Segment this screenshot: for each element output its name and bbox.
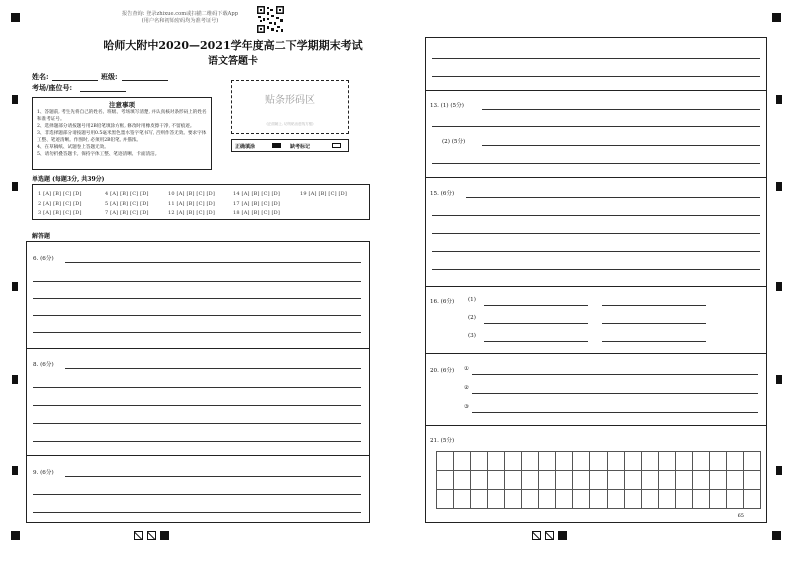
exam-title: 哈师大附中2020—2021学年度高二下学期期末考试 (103, 39, 363, 52)
answer-line[interactable] (484, 341, 588, 342)
mc-item[interactable]: 2 [A] [B] [C] [D] (38, 201, 82, 207)
answer-line[interactable] (432, 126, 760, 127)
q6-box (26, 241, 370, 349)
mc-item[interactable]: 19 [A] [B] [C] [D] (300, 191, 348, 197)
timing-mark (776, 95, 782, 104)
answer-line[interactable] (432, 163, 760, 164)
answer-line[interactable] (602, 323, 706, 324)
timing-mark (12, 95, 18, 104)
barcode-label: 贴条形码区 (265, 95, 315, 106)
notes-item: 1、答题前, 考生先将自己的姓名、班级、考场填写清楚, 并认真核对条形码上的姓名和准考证号。 (37, 110, 207, 122)
q9-box (26, 455, 370, 523)
mc-item[interactable]: 1 [A] [B] [C] [D] (38, 191, 82, 197)
answer-line[interactable] (482, 145, 760, 146)
timing-mark (12, 466, 18, 475)
mc-item[interactable]: 10 [A] [B] [C] [D] (168, 191, 216, 197)
timing-mark (12, 375, 18, 384)
q16-2-label: (2) (468, 315, 476, 321)
q15-label: 15. (6分) (430, 191, 455, 197)
page-marker-box (147, 531, 156, 540)
notes-item: 3、非选择题部分请按题号用0.5毫米黑色墨水签字笔书写, 否则作答无效。要求字体工整、笔迹清晰。作图时, 必须用2B铅笔, 并描浓。 (37, 131, 207, 143)
q8-box (26, 348, 370, 456)
q16-3-label: (3) (468, 333, 476, 339)
q6-label: 6. (6分) (33, 256, 54, 262)
mc-item[interactable]: 17 [A] [B] [C] [D] (233, 201, 281, 207)
answer-line[interactable] (432, 251, 760, 252)
notes-item: 2、选择题部分请按题号用2B铅笔填涂方框, 修改时用橡皮擦干净, 不留痕迹。 (37, 124, 195, 129)
card-subtitle: 语文答题卡 (208, 56, 258, 67)
q13-1-label: 13. (1) (5分) (430, 103, 464, 109)
answer-line[interactable] (432, 269, 760, 270)
notes-list (33, 109, 211, 158)
q20-3-label: ③ (464, 404, 470, 410)
mc-item[interactable]: 12 [A] [B] [C] [D] (168, 210, 216, 216)
timing-mark (776, 375, 782, 384)
answer-line[interactable] (65, 476, 361, 477)
mc-item[interactable]: 11 [A] [B] [C] [D] (168, 201, 216, 207)
answer-line[interactable] (33, 405, 361, 406)
corner-mark-top-right (772, 13, 781, 22)
answer-line[interactable] (482, 109, 760, 110)
absent-mark-label: 缺考标记 (290, 144, 311, 150)
answer-line[interactable] (65, 368, 361, 369)
answer-line[interactable] (432, 233, 760, 234)
exam-seat-field[interactable] (80, 91, 126, 92)
answer-line[interactable] (33, 441, 361, 442)
class-field[interactable] (122, 80, 168, 81)
timing-mark (776, 182, 782, 191)
mc-item[interactable]: 7 [A] [B] [C] [D] (105, 210, 149, 216)
answer-line[interactable] (484, 323, 588, 324)
answer-line[interactable] (432, 76, 760, 77)
correct-fill-sample (272, 143, 281, 148)
barcode-area (231, 80, 349, 134)
notes-box (32, 97, 212, 170)
q13-2-label: (2) (5分) (442, 139, 466, 145)
continuation-box (425, 37, 767, 91)
answer-line[interactable] (484, 305, 588, 306)
answer-line[interactable] (33, 332, 361, 333)
page-marker-box (545, 531, 554, 540)
barcode-sub: (正面朝上, 切勿贴出虚线方框) (266, 122, 314, 126)
page-marker-box (532, 531, 541, 540)
q15-box (425, 177, 767, 287)
answer-line[interactable] (33, 281, 361, 282)
mc-item[interactable]: 4 [A] [B] [C] [D] (105, 191, 149, 197)
q21-box (425, 425, 767, 523)
page-marker-box (134, 531, 143, 540)
page-marker-filled (558, 531, 567, 540)
answer-section-label: 解答题 (32, 233, 51, 240)
q20-box (425, 353, 767, 426)
name-field[interactable] (52, 80, 98, 81)
mc-section-label: 单选题 (每题3分, 共39分) (32, 176, 105, 183)
timing-mark (12, 282, 18, 291)
notes-item: 5、请勿折叠答题卡。保持字体工整、笔迹清晰、卡面清洁。 (37, 152, 160, 157)
fill-legend (231, 139, 349, 152)
answer-line[interactable] (472, 412, 758, 413)
answer-line[interactable] (432, 215, 760, 216)
answer-line[interactable] (466, 197, 760, 198)
report-query-line2: (用户名和初始密码均为准考证号) (141, 18, 219, 24)
notes-item: 4、在草稿纸、试题卷上答题无效。 (37, 145, 109, 150)
name-label: 姓名: (32, 72, 49, 81)
mc-area (32, 184, 370, 220)
q20-1-label: ① (464, 366, 470, 372)
page-number: 65 (737, 513, 744, 519)
q13-box (425, 90, 767, 178)
report-query-note (110, 11, 250, 25)
corner-mark-bottom-left (11, 531, 20, 540)
answer-line[interactable] (33, 387, 361, 388)
mc-item[interactable]: 14 [A] [B] [C] [D] (233, 191, 281, 197)
q16-box (425, 286, 767, 354)
report-query-line1: 报告查询: 登录zhixue.com或扫描二维码下载App (121, 11, 239, 17)
answer-line[interactable] (33, 494, 361, 495)
q20-label: 20. (6分) (430, 368, 455, 374)
answer-line[interactable] (472, 374, 758, 375)
answer-line[interactable] (33, 298, 361, 299)
timing-mark (776, 282, 782, 291)
corner-mark-top-left (11, 13, 20, 22)
corner-mark-bottom-right (772, 531, 781, 540)
qr-code-icon (257, 6, 284, 33)
answer-line[interactable] (432, 58, 760, 59)
q16-1-label: (1) (468, 297, 476, 303)
correct-fill-label: 正确填涂 (235, 144, 256, 150)
answer-line[interactable] (33, 512, 361, 513)
answer-line[interactable] (602, 305, 706, 306)
class-label: 班级: (101, 72, 118, 81)
absent-mark-checkbox[interactable] (332, 143, 341, 148)
answer-line[interactable] (472, 393, 758, 394)
notes-title: 注意事项 (109, 101, 135, 109)
q21-label: 21. (5分) (430, 438, 455, 444)
composition-grid[interactable] (436, 451, 761, 509)
mc-item[interactable]: 3 [A] [B] [C] [D] (38, 210, 82, 216)
page-marker-filled (160, 531, 169, 540)
q16-label: 16. (6分) (430, 299, 455, 305)
exam-seat-label: 考场/座位号: (32, 83, 73, 92)
mc-item[interactable]: 18 [A] [B] [C] [D] (233, 210, 281, 216)
answer-line[interactable] (65, 262, 361, 263)
q20-2-label: ② (464, 385, 470, 391)
timing-mark (776, 466, 782, 475)
timing-mark (12, 182, 18, 191)
answer-line[interactable] (33, 423, 361, 424)
answer-line[interactable] (602, 341, 706, 342)
q9-label: 9. (6分) (33, 470, 54, 476)
q8-label: 8. (6分) (33, 362, 54, 368)
answer-line[interactable] (33, 315, 361, 316)
mc-item[interactable]: 5 [A] [B] [C] [D] (105, 201, 149, 207)
